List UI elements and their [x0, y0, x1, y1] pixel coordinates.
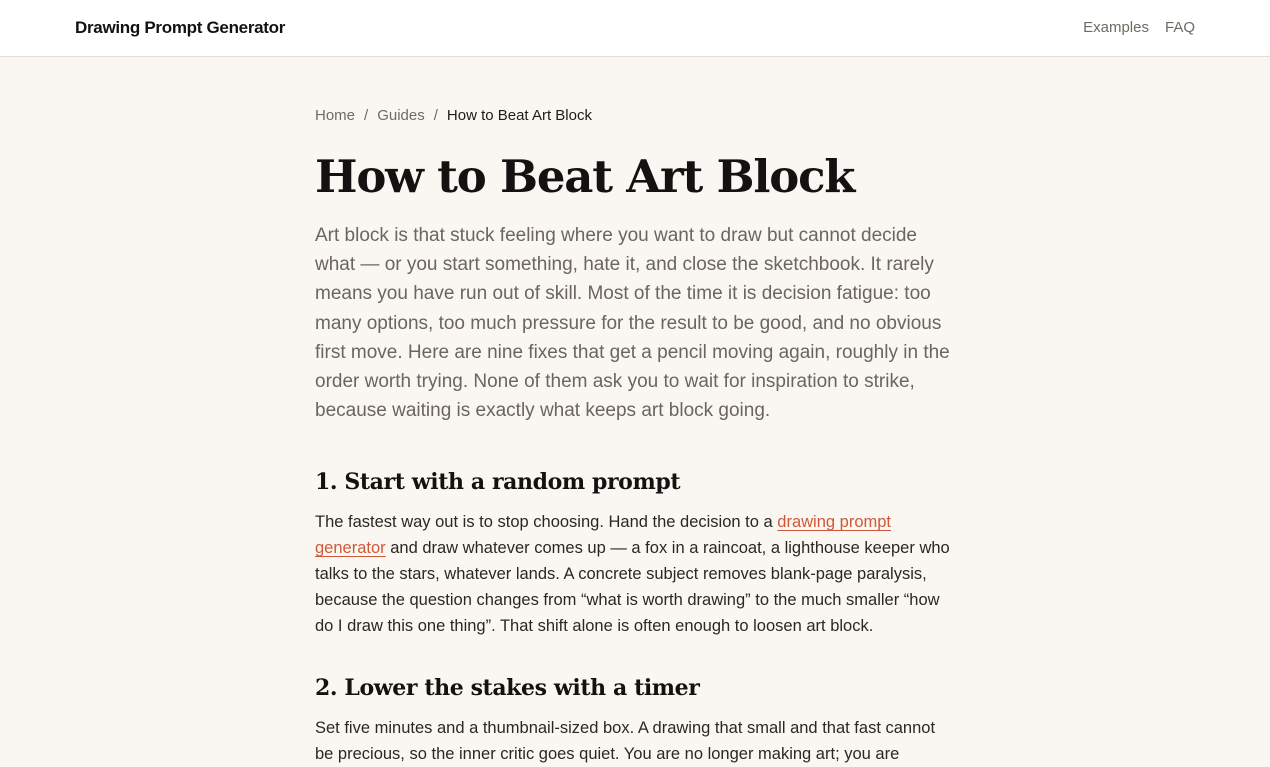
drawing-prompt-generator-link[interactable]: drawing prompt generator — [315, 513, 892, 558]
brand-logo-link[interactable]: Drawing Prompt Generator — [75, 18, 286, 37]
breadcrumb-separator: / — [364, 106, 369, 124]
body-text: and draw whatever comes up — a fox in a raincoat, a lighthouse keeper who talks to the stars, whatever lands. A concrete subject removes blank-page paralysis, because the question changes from “what is worth drawing” to the much smaller “how do I draw this one thing”. That shift alone is often enough to loosen art block. — [315, 539, 950, 636]
top-nav — [1083, 19, 1195, 36]
breadcrumb — [315, 104, 960, 126]
nav-link-faq[interactable]: FAQ — [1164, 19, 1195, 36]
section-body-random-prompt — [315, 509, 957, 639]
section-body-timer: Set five minutes and a thumbnail-sized box. A drawing that small and that fast cannot be precious, so the inner critic goes quiet. You are no longer making art; you are — [315, 719, 936, 764]
section-heading-random-prompt: 1. Start with a random prompt — [315, 469, 681, 496]
breadcrumb-guides[interactable]: Guides — [377, 106, 425, 124]
nav-link-examples[interactable]: Examples — [1083, 19, 1149, 36]
article — [315, 104, 960, 767]
body-text: The fastest way out is to stop choosing. Hand the decision to a — [315, 513, 778, 532]
section-heading-timer: 2. Lower the stakes with a timer — [315, 675, 700, 702]
breadcrumb-home[interactable]: Home — [315, 106, 356, 124]
breadcrumb-separator: / — [433, 106, 438, 124]
site-header — [0, 0, 1270, 57]
article-lede: Art block is that stuck feeling where you want to draw but cannot decide what — or you start something, hate it, and close the sketchbook. It rarely means you have run out of skill. Most of the time it is decision fatigue: too many options, too much pressure for the result to be good, and no obvious first move. Here are nine fixes that get a pencil moving again, roughly in the order worth trying. None of them ask you to wait for inspiration to strike, because waiting is exactly what keeps art block going. — [315, 225, 950, 422]
page-title: How to Beat Art Block — [315, 150, 855, 203]
breadcrumb-current: How to Beat Art Block — [446, 106, 592, 124]
